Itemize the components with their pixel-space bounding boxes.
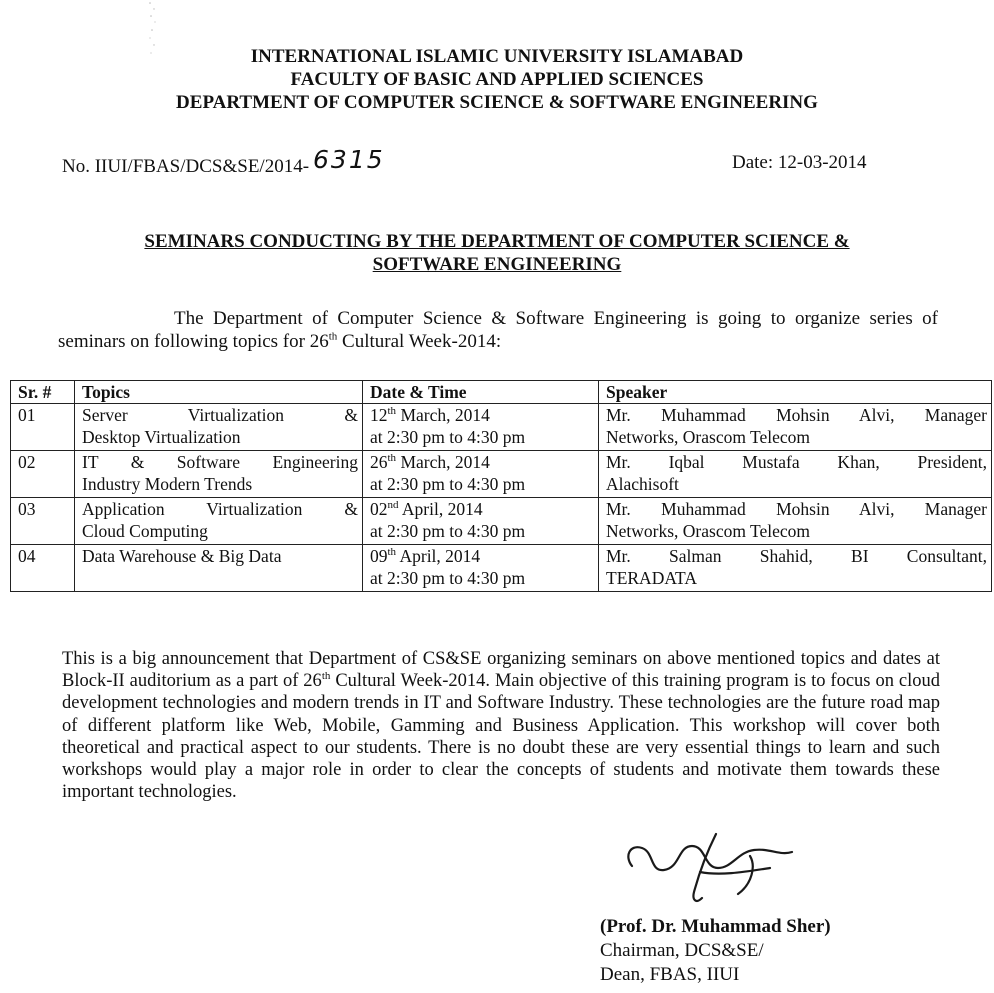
- title-line-1: SEMINARS CONDUCTING BY THE DEPARTMENT OF COMPUTER SCIENCE &: [144, 231, 850, 252]
- table-row: [11, 404, 992, 451]
- signatory-block: [600, 915, 831, 987]
- topic-cell: Server Virtualization & Desktop Virtualization: [75, 404, 363, 451]
- table-header-row: [11, 381, 992, 404]
- speaker-cell: Mr. Iqbal Mustafa Khan, President, Alachisoft: [599, 451, 992, 498]
- topic-cell: IT & Software Engineering Industry Modern Trends: [75, 451, 363, 498]
- reference-number: [62, 145, 385, 178]
- sr-cell: 02: [11, 451, 75, 498]
- table-row: [11, 451, 992, 498]
- university-name: INTERNATIONAL ISLAMIC UNIVERSITY ISLAMABAD: [250, 46, 744, 67]
- topic-cell: Data Warehouse & Big Data: [75, 545, 363, 592]
- title-line-2: SOFTWARE ENGINEERING: [372, 254, 622, 275]
- speaker-cell: Mr. Muhammad Mohsin Alvi, Manager Networks, Orascom Telecom: [599, 498, 992, 545]
- datetime-cell: 26th March, 2014 at 2:30 pm to 4:30 pm: [363, 451, 599, 498]
- speaker-cell: Mr. Salman Shahid, BI Consultant, TERADATA: [599, 545, 992, 592]
- header-sr: Sr. #: [11, 381, 75, 404]
- header-datetime: Date & Time: [363, 381, 599, 404]
- datetime-cell: 02nd April, 2014 at 2:30 pm to 4:30 pm: [363, 498, 599, 545]
- speaker-cell: Mr. Muhammad Mohsin Alvi, Manager Networks, Orascom Telecom: [599, 404, 992, 451]
- letter-date: Date: 12-03-2014: [732, 152, 867, 173]
- signatory-title-2: Dean, FBAS, IIUI: [600, 964, 740, 985]
- header-topics: Topics: [75, 381, 363, 404]
- handwritten-number: 6315: [313, 145, 385, 174]
- header-speaker: Speaker: [599, 381, 992, 404]
- signatory-title-1: Chairman, DCS&SE/: [600, 940, 764, 961]
- datetime-cell: 12th March, 2014 at 2:30 pm to 4:30 pm: [363, 404, 599, 451]
- sr-cell: 04: [11, 545, 75, 592]
- intro-paragraph: The Department of Computer Science & Software Engineering is going to organize series of seminars on following topics for 26th Cultural Week-2014:: [58, 308, 938, 352]
- topic-cell: Application Virtualization & Cloud Computing: [75, 498, 363, 545]
- table-row: [11, 545, 992, 592]
- sr-cell: 01: [11, 404, 75, 451]
- announcement-paragraph: This is a big announcement that Department of CS&SE organizing seminars on above mentioned topics and dates at Block-II auditorium as a part of 26th Cultural Week-2014. Main objective of this training program is to focus on cloud development technologies and modern trends in IT and Software Industry. These technologies are the future road map of different platform like Web, Mobile, Gamming and Business Application. This workshop will cover both theoretical and practical aspect to our students. There is no doubt these are very essential things to learn and such workshops would play a major role in order to clear the concepts of students and motivate them towards these important technologies.: [62, 649, 940, 803]
- reference-prefix: No. IIUI/FBAS/DCS&SE/2014-: [62, 156, 310, 177]
- table-row: [11, 498, 992, 545]
- datetime-cell: 09th April, 2014 at 2:30 pm to 4:30 pm: [363, 545, 599, 592]
- signatory-name: (Prof. Dr. Muhammad Sher): [600, 916, 831, 937]
- department-name: DEPARTMENT OF COMPUTER SCIENCE & SOFTWARE ENGINEERING: [176, 92, 818, 113]
- sr-cell: 03: [11, 498, 75, 545]
- faculty-name: FACULTY OF BASIC AND APPLIED SCIENCES: [290, 69, 704, 90]
- seminar-table: [10, 380, 992, 592]
- document-title: [60, 230, 934, 276]
- handwritten-signature: [620, 826, 810, 916]
